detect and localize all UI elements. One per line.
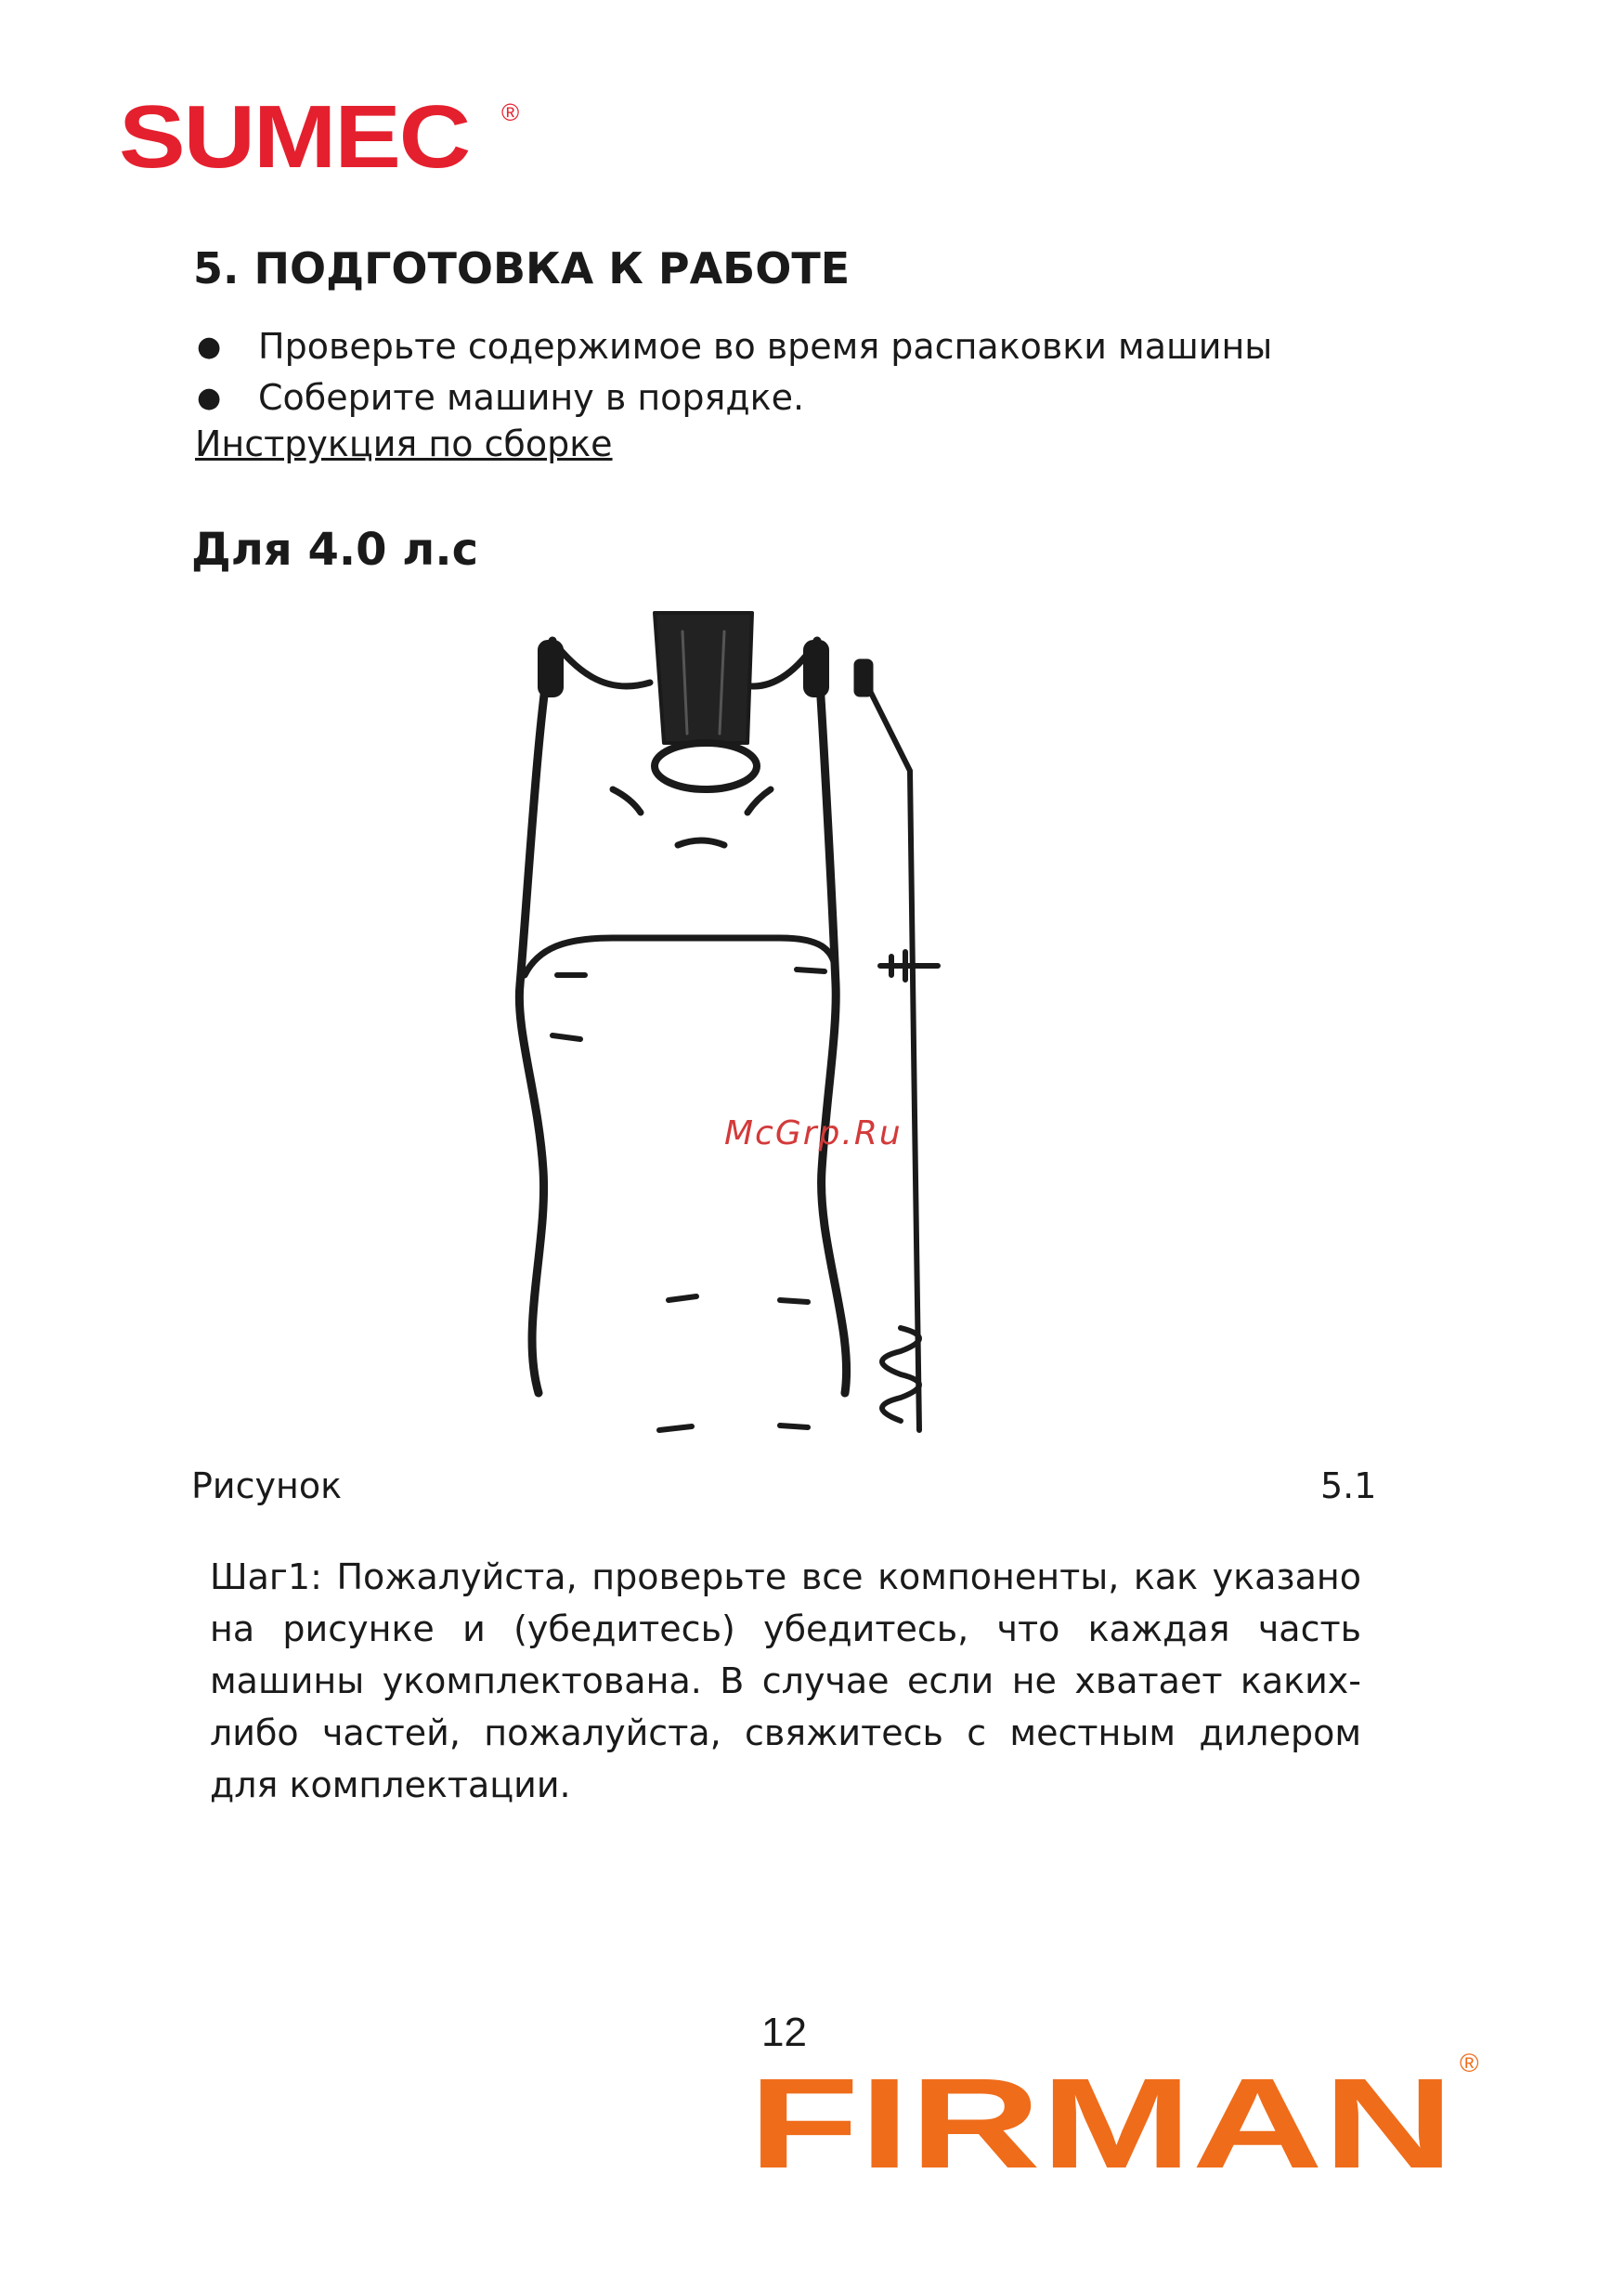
bullet-icon: ● bbox=[197, 331, 222, 363]
page-number: 12 bbox=[761, 2010, 807, 2055]
figure-caption-number: 5.1 bbox=[1320, 1465, 1377, 1506]
rod-grip bbox=[854, 659, 873, 696]
svg-text:FIRMAN: FIRMAN bbox=[748, 2067, 1454, 2179]
sumec-logo: SUMEC bbox=[119, 87, 470, 187]
firman-logo bbox=[748, 2067, 1454, 2179]
left-grip bbox=[539, 641, 563, 696]
throttle-rod bbox=[864, 678, 919, 1430]
parts-illustration bbox=[501, 594, 1031, 1458]
section-title: 5. ПОДГОТОВКА К РАБОТЕ bbox=[193, 243, 851, 293]
sumec-registered-mark: ® bbox=[501, 98, 520, 126]
firman-registered-mark: ® bbox=[1460, 2049, 1479, 2077]
bullet-list bbox=[193, 321, 1272, 423]
list-item: ● Проверьте содержимое во время распаковки машины bbox=[193, 321, 1272, 372]
watermark-text: McGrp.Ru bbox=[724, 1114, 903, 1152]
model-subtitle: Для 4.0 л.с bbox=[191, 524, 479, 576]
figure-caption-label: Рисунок bbox=[191, 1465, 343, 1506]
right-grip bbox=[804, 641, 828, 696]
list-item: ● Соберите машину в порядке. bbox=[193, 372, 1272, 423]
assembly-instruction-heading: Инструкция по сборке bbox=[195, 423, 613, 464]
left-handlebar bbox=[519, 641, 552, 1393]
ring-clamp bbox=[655, 743, 757, 789]
right-handlebar bbox=[817, 641, 847, 1393]
control-box bbox=[655, 613, 752, 743]
bullet-icon: ● bbox=[197, 382, 222, 414]
spring bbox=[882, 1328, 919, 1421]
step1-paragraph: Шаг1: Пожалуйста, проверьте все компоненты, как указано на рисунке и (убедитесь) убедитесь, что каждая часть машины укомплектована. В случае если не хватает каких-либо частей, пожалуйста, свяжитесь с местным дилером для комплектации. bbox=[210, 1556, 1361, 1805]
cross-bar bbox=[525, 938, 836, 975]
